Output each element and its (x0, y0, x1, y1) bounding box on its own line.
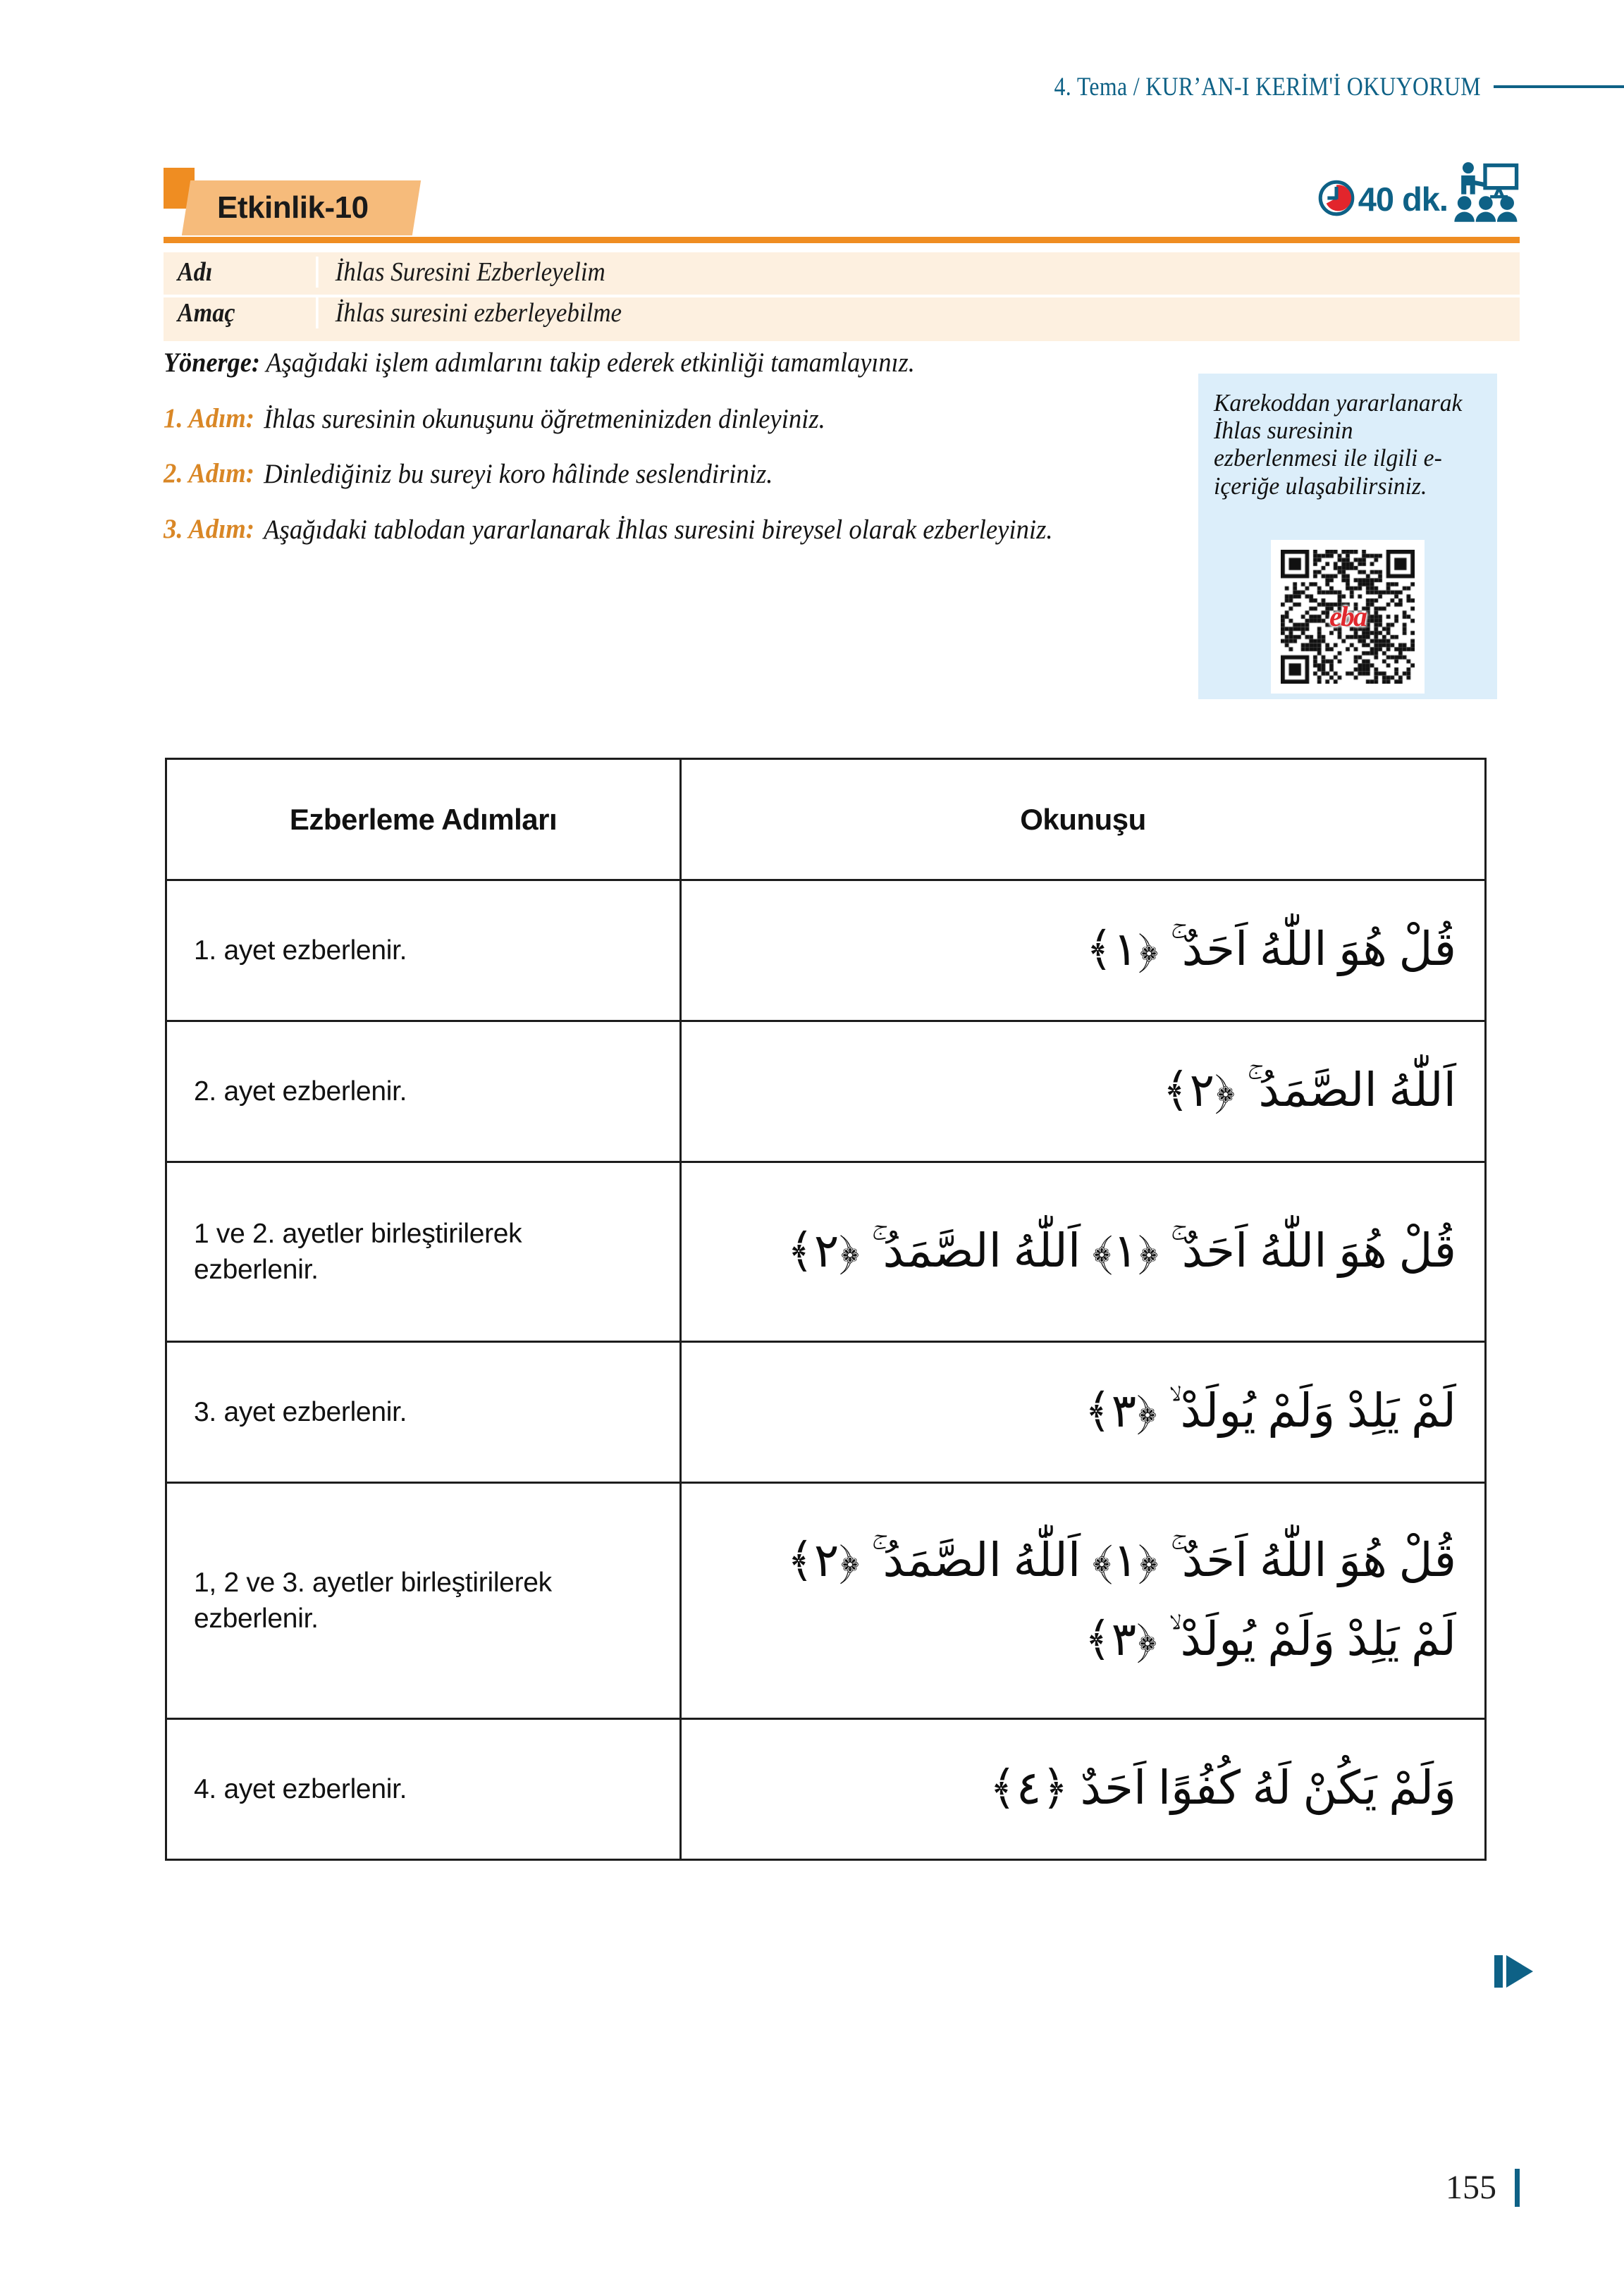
marker-triangle (1506, 1955, 1533, 1988)
info-label-adi: Adı (177, 257, 213, 287)
activity-badge (182, 180, 421, 235)
directive-text: Aşağıdaki işlem adımlarını takip ederek etkinliği tamamlayınız. (266, 347, 915, 378)
step-1-text: İhlas suresinin okunuşunu öğretmeninizden dinleyiniz. (264, 404, 825, 434)
info-value-amac: İhlas suresini ezberleyebilme (316, 297, 1423, 328)
cell-arabic-reading (681, 1342, 1486, 1483)
cell-arabic-reading (681, 1162, 1486, 1342)
activity-badge-label: Etkinlik-10 (217, 190, 369, 225)
cell-arabic-reading (681, 1021, 1486, 1162)
qr-info-box (1198, 374, 1497, 699)
info-value-adi: İhlas Suresini Ezberleyelim (316, 257, 1423, 288)
instruction-step-3 (164, 513, 1111, 547)
column-header-steps: Ezberleme Adımları (166, 759, 681, 880)
qr-code-icon[interactable] (1271, 540, 1425, 694)
table-row (166, 880, 1486, 1021)
cell-step-description: 1 ve 2. ayetler birleştirilerek ezberlenir. (166, 1162, 681, 1342)
cell-arabic-reading (681, 1483, 1486, 1719)
ayah-line: لَمْ يَلِدْ وَلَمْ يُولَدْ ۙ ﴿٣﴾ (1084, 1614, 1456, 1666)
ayah-line: لَمْ يَلِدْ وَلَمْ يُولَدْ ۙ ﴿٣﴾ (1084, 1386, 1456, 1438)
table-header-row (166, 759, 1486, 880)
activity-divider-rule (164, 237, 1520, 243)
step-3-text: Aşağıdaki tablodan yararlanarak İhlas suresini bireysel olarak ezberleyiniz. (264, 514, 1053, 545)
cell-step-description: 4. ayet ezberlenir. (166, 1719, 681, 1860)
step-3-label: 3. Adım: (164, 513, 255, 544)
table-row (166, 1719, 1486, 1860)
info-label-amac: Amaç (177, 298, 235, 328)
footer-accent-bar (1515, 2169, 1520, 2207)
info-row-adi (164, 257, 1520, 295)
directive-line (164, 347, 1101, 378)
memorization-steps-table (165, 758, 1487, 1861)
cell-step-description: 2. ayet ezberlenir. (166, 1021, 681, 1162)
activity-meta (1317, 161, 1520, 223)
marker-bar (1494, 1955, 1503, 1988)
page-header (0, 62, 1624, 111)
activity-duration: 40 dk. (1358, 180, 1448, 218)
classroom-whole-class-icon (1451, 161, 1520, 223)
breadcrumb: 4. Tema / KUR’AN-I KERİM'İ OKUYORUM (1054, 72, 1481, 101)
table-row (166, 1342, 1486, 1483)
clock-icon (1317, 179, 1355, 217)
activity-info-table (164, 252, 1520, 341)
ayah-line: قُلْ هُوَ اللّٰهُ اَحَدٌ ۚ ﴿١﴾ اَللّٰهُ الصَّمَدُ ۚ ﴿٢﴾ (787, 1534, 1456, 1587)
step-2-label: 2. Adım: (164, 458, 255, 489)
ayah-line: وَلَمْ يَكُنْ لَهُ كُفُوًا اَحَدٌ ﴿٤﴾ (989, 1763, 1456, 1815)
instruction-step-1 (164, 402, 1111, 436)
activity-header-bar (164, 161, 1520, 244)
cell-step-description: 1, 2 ve 3. ayetler birleştirilerek ezberlenir. (166, 1483, 681, 1719)
cell-arabic-reading (681, 880, 1486, 1021)
header-rule (1494, 85, 1624, 88)
page-number: 155 (1446, 2169, 1496, 2206)
qr-caption: Karekoddan yararlanarak İhlas suresinin ezberlenmesi ile ilgili e-içeriğe ulaşabilirsiniz. (1214, 389, 1463, 500)
ayah-line: اَللّٰهُ الصَّمَدُ ۚ ﴿٢﴾ (1162, 1065, 1456, 1117)
eba-logo: eba (1329, 601, 1366, 632)
column-header-reading: Okunuşu (681, 759, 1486, 880)
ayah-line: قُلْ هُوَ اللّٰهُ اَحَدٌ ۚ ﴿١﴾ اَللّٰهُ الصَّمَدُ ۚ ﴿٢﴾ (787, 1225, 1456, 1277)
info-row-amac (164, 295, 1520, 336)
cell-step-description: 3. ayet ezberlenir. (166, 1342, 681, 1483)
instruction-step-2 (164, 457, 1111, 491)
play-forward-marker-icon (1494, 1955, 1533, 1988)
cell-step-description: 1. ayet ezberlenir. (166, 880, 681, 1021)
table-row (166, 1483, 1486, 1719)
instructions-block (164, 347, 1171, 568)
page-footer (1446, 2168, 1520, 2207)
step-2-text: Dinlediğiniz bu sureyi koro hâlinde seslendiriniz. (264, 459, 773, 490)
directive-label: Yönerge: (164, 347, 261, 378)
step-1-label: 1. Adım: (164, 403, 255, 433)
table-row (166, 1162, 1486, 1342)
ayah-line: قُلْ هُوَ اللّٰهُ اَحَدٌ ۚ ﴿١﴾ (1085, 924, 1456, 976)
table-row (166, 1021, 1486, 1162)
cell-arabic-reading (681, 1719, 1486, 1860)
